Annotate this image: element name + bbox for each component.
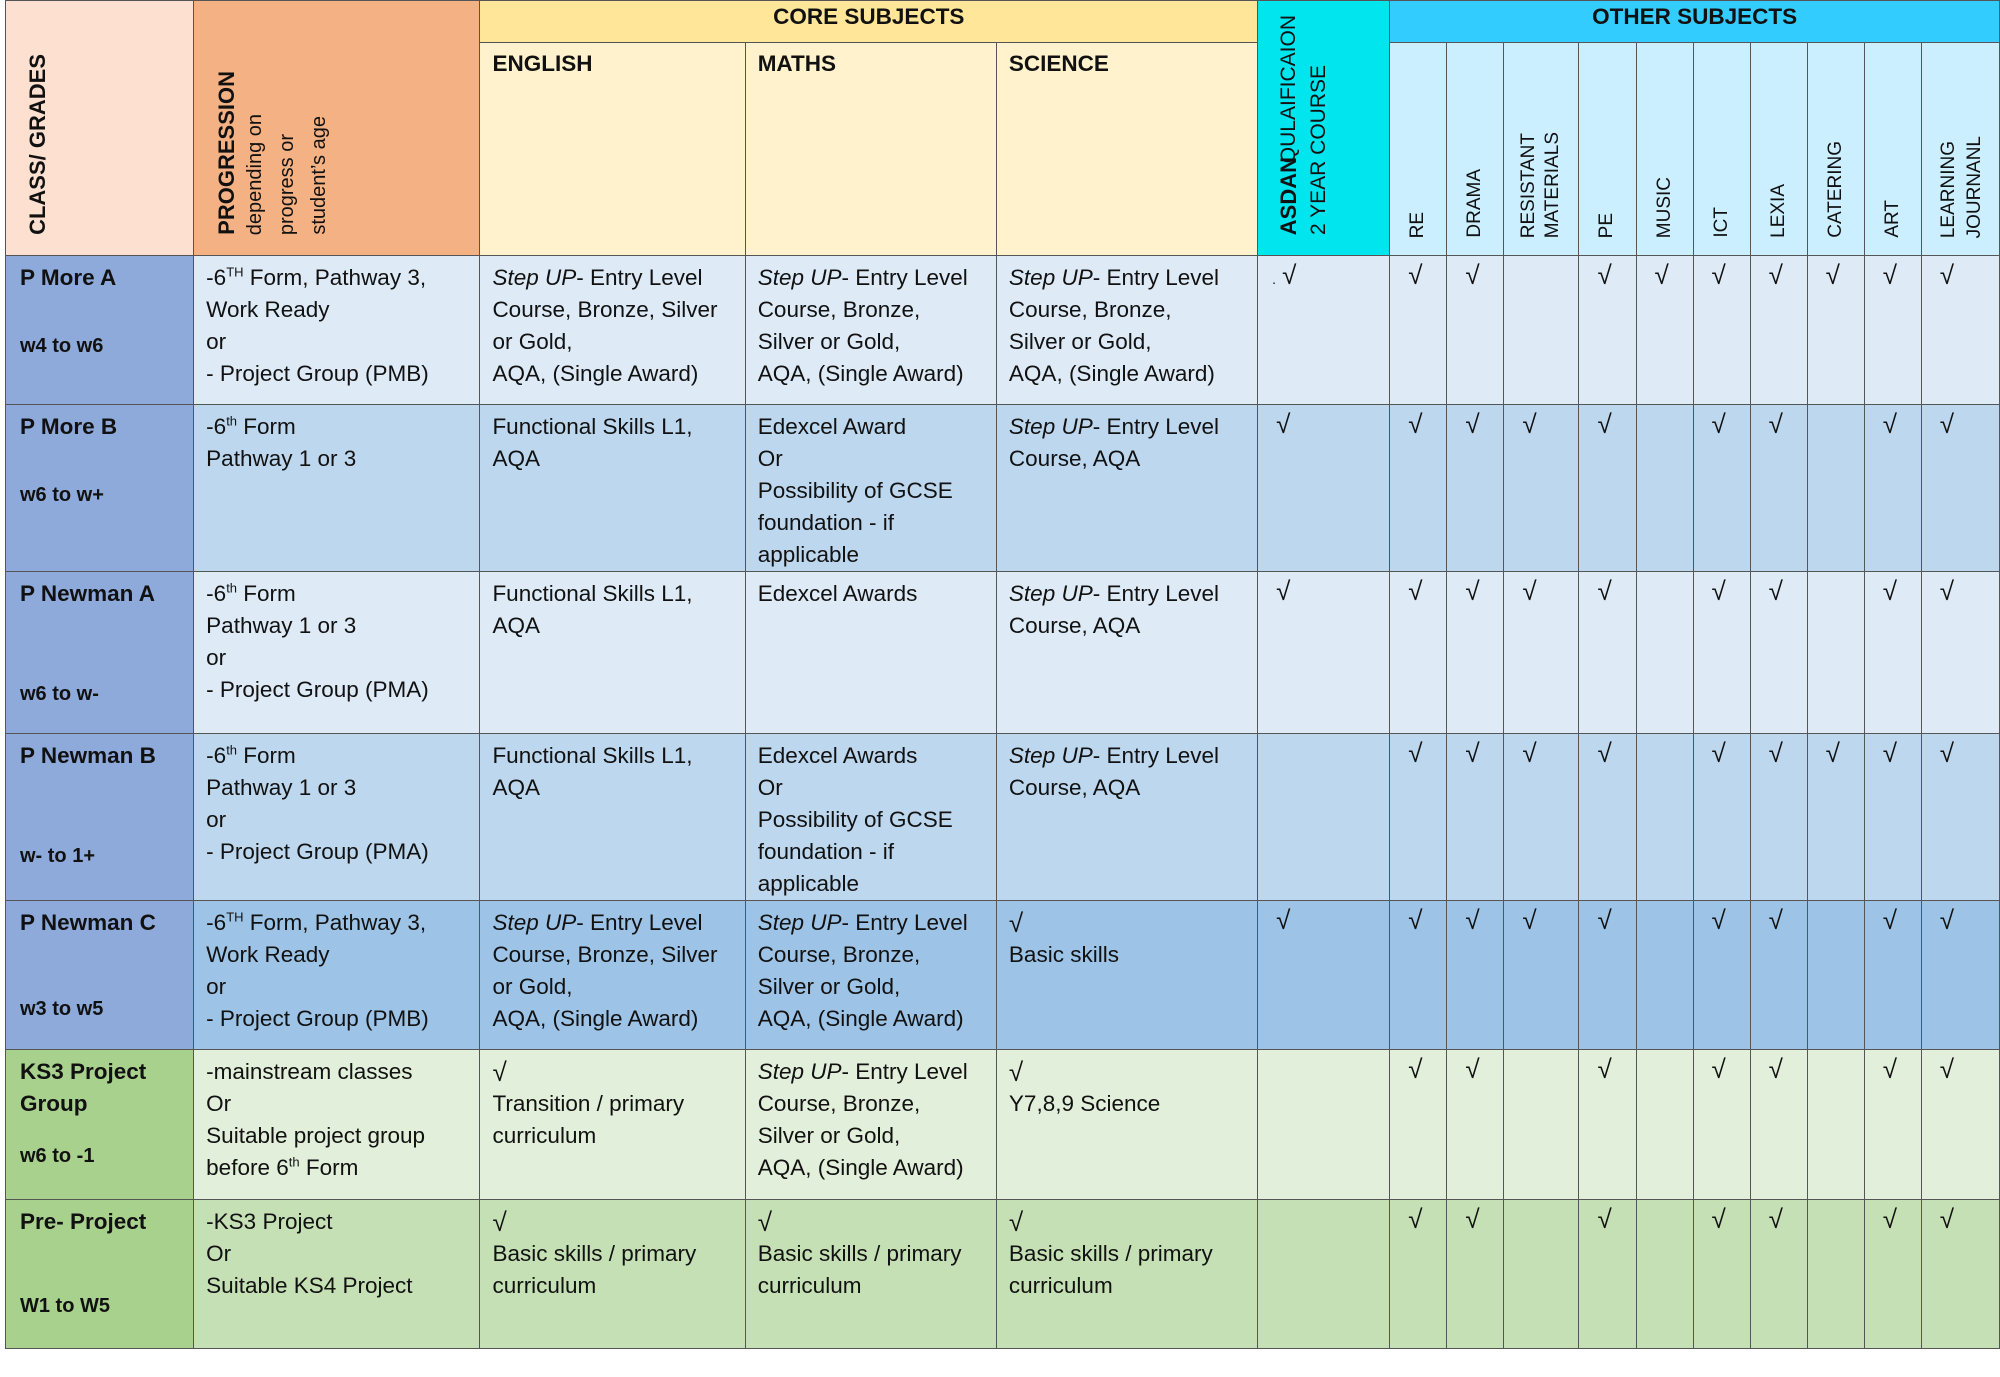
learning-journal-cell: [1921, 1200, 1999, 1349]
learning-journal-cell: [1921, 405, 1999, 572]
check-mark: √: [1408, 905, 1423, 935]
check-mark: √: [492, 1057, 507, 1087]
check-mark: √: [1276, 409, 1291, 439]
science-cell: Step UP- Entry Level Course, Bronze, Silver or Gold, AQA, (Single Award): [996, 256, 1257, 405]
check-mark: √: [1939, 260, 1955, 290]
table-row: [6, 1200, 2000, 1349]
pe-header: [1579, 43, 1636, 256]
class-name: Pre- Project: [20, 1209, 147, 1234]
check-mark: √: [1768, 1054, 1783, 1084]
class-cell: [6, 734, 194, 901]
asdan-cell: [1258, 734, 1390, 901]
check-mark: √: [1939, 1054, 1955, 1084]
science-cell: √ Basic skills: [996, 901, 1257, 1050]
resistant-materials-cell: [1504, 256, 1579, 405]
check-mark: √: [1597, 260, 1612, 290]
ict-cell: [1693, 1050, 1750, 1200]
catering-header-label: CATERING: [1824, 141, 1846, 238]
check-mark: √: [1465, 905, 1480, 935]
drama-header: [1447, 43, 1504, 256]
class-name: P More A: [20, 265, 117, 290]
grade-range: w4 to w6: [20, 335, 104, 357]
class-cell: [6, 256, 194, 405]
catering-header: [1807, 43, 1864, 256]
asdan-cell: [1258, 572, 1390, 734]
art-cell: [1864, 405, 1921, 572]
check-mark: √: [1597, 576, 1612, 606]
ict-cell: [1693, 901, 1750, 1050]
pe-cell: [1579, 1050, 1636, 1200]
lexia-cell: [1750, 1200, 1807, 1349]
check-mark: √: [1008, 908, 1024, 938]
check-mark: √: [1276, 905, 1291, 935]
drama-header-label: DRAMA: [1464, 169, 1486, 238]
resistant-materials-label-2: MATERIALS: [1542, 131, 1564, 238]
check-mark: √: [1408, 1054, 1423, 1084]
class-name: P Newman C: [20, 910, 156, 935]
catering-cell: [1807, 734, 1864, 901]
asdan-title: ASDAN: [1276, 156, 1302, 235]
ict-cell: [1693, 405, 1750, 572]
pe-header-label: PE: [1596, 212, 1618, 238]
check-mark: √: [1465, 1054, 1480, 1084]
maths-cell: Step UP- Entry Level Course, Bronze, Silver or Gold, AQA, (Single Award): [745, 256, 996, 405]
check-mark: √: [1939, 905, 1955, 935]
class-cell: [6, 1200, 194, 1349]
check-mark: √: [1408, 576, 1423, 606]
art-cell: [1864, 572, 1921, 734]
re-cell: [1390, 256, 1447, 405]
english-cell: √ Basic skills / primary curriculum: [480, 1200, 745, 1349]
catering-cell: [1807, 405, 1864, 572]
resistant-materials-cell: [1504, 734, 1579, 901]
ict-cell: [1693, 572, 1750, 734]
check-mark: √: [1768, 1204, 1783, 1234]
re-cell: [1390, 734, 1447, 901]
music-cell: [1636, 1200, 1693, 1349]
drama-cell: [1447, 1200, 1504, 1349]
maths-cell: Step UP- Entry Level Course, Bronze, Silver or Gold, AQA, (Single Award): [745, 901, 996, 1050]
progression-subtitle-1: depending on: [244, 113, 267, 235]
learning-journal-cell: [1921, 734, 1999, 901]
art-header: [1864, 43, 1921, 256]
pe-cell: [1579, 572, 1636, 734]
check-mark: √: [1597, 1054, 1612, 1084]
ict-cell: [1693, 1200, 1750, 1349]
check-mark: √: [1522, 905, 1537, 935]
check-mark: √: [1597, 905, 1612, 935]
class-name: P Newman A: [20, 581, 156, 606]
art-cell: [1864, 901, 1921, 1050]
english-cell: √ Transition / primary curriculum: [480, 1050, 745, 1200]
learning-journal-cell: [1921, 1050, 1999, 1200]
check-mark: √: [1522, 576, 1537, 606]
drama-cell: [1447, 1050, 1504, 1200]
table-row: [6, 734, 2000, 901]
lexia-header-label: LEXIA: [1767, 184, 1789, 238]
check-mark: √: [1882, 1054, 1897, 1084]
science-cell: √ Y7,8,9 Science: [996, 1050, 1257, 1200]
drama-cell: [1447, 734, 1504, 901]
progression-title: PROGRESSION: [214, 71, 240, 235]
catering-cell: [1807, 1050, 1864, 1200]
check-mark: √: [1882, 260, 1897, 290]
check-mark: √: [1711, 1054, 1726, 1084]
table-row: [6, 256, 2000, 405]
asdan-qualification-label: QULAIFICAION: [1277, 14, 1301, 163]
check-mark: √: [1768, 576, 1783, 606]
learning-journal-label-1: LEARNING: [1937, 140, 1959, 238]
catering-cell: [1807, 1200, 1864, 1349]
check-mark: √: [1939, 738, 1955, 768]
ict-header: [1693, 43, 1750, 256]
check-mark: √: [1408, 409, 1423, 439]
english-cell: Functional Skills L1, AQA: [480, 734, 745, 901]
progression-cell: -6th Form Pathway 1 or 3 or - Project Group (PMA): [194, 734, 480, 901]
check-mark: √: [1465, 576, 1480, 606]
english-cell: Step UP- Entry Level Course, Bronze, Silver or Gold, AQA, (Single Award): [480, 256, 745, 405]
progression-cell: -mainstream classes Or Suitable project group before 6th Form: [194, 1050, 480, 1200]
music-cell: [1636, 405, 1693, 572]
music-header: [1636, 43, 1693, 256]
catering-cell: [1807, 572, 1864, 734]
science-cell: Step UP- Entry Level Course, AQA: [996, 734, 1257, 901]
check-mark: √: [1882, 576, 1897, 606]
check-mark: √: [1276, 576, 1291, 606]
lexia-header: [1750, 43, 1807, 256]
grade-range: W1 to W5: [20, 1295, 110, 1317]
check-mark: √: [1654, 260, 1669, 290]
catering-cell: [1807, 901, 1864, 1050]
table-row: [6, 901, 2000, 1050]
progression-header: [194, 1, 480, 256]
check-mark: √: [1465, 1204, 1480, 1234]
curriculum-table: [5, 0, 2000, 1349]
grade-range: w- to 1+: [20, 845, 96, 867]
pe-cell: [1579, 734, 1636, 901]
check-mark: √: [1768, 905, 1783, 935]
pe-cell: [1579, 405, 1636, 572]
lexia-cell: [1750, 734, 1807, 901]
drama-cell: [1447, 256, 1504, 405]
lexia-cell: [1750, 572, 1807, 734]
art-cell: [1864, 734, 1921, 901]
resistant-materials-cell: [1504, 1050, 1579, 1200]
table-row: [6, 1050, 2000, 1200]
check-mark: √: [1711, 260, 1726, 290]
asdan-header: [1258, 1, 1390, 256]
english-cell: Step UP- Entry Level Course, Bronze, Silver or Gold, AQA, (Single Award): [480, 901, 745, 1050]
check-mark: √: [757, 1207, 772, 1237]
resistant-materials-cell: [1504, 572, 1579, 734]
resistant-materials-label-1: RESISTANT: [1518, 132, 1540, 238]
maths-cell: Step UP- Entry Level Course, Bronze, Silver or Gold, AQA, (Single Award): [745, 1050, 996, 1200]
asdan-cell: . √: [1258, 256, 1390, 405]
class-cell: [6, 1050, 194, 1200]
check-mark: √: [1408, 260, 1423, 290]
check-mark: √: [1768, 738, 1783, 768]
art-cell: [1864, 1050, 1921, 1200]
check-mark: √: [1825, 260, 1840, 290]
asdan-course-label: 2 YEAR COURSE: [1307, 65, 1331, 235]
re-cell: [1390, 1050, 1447, 1200]
resistant-materials-header: [1504, 43, 1579, 256]
check-mark: √: [1768, 260, 1783, 290]
pe-cell: [1579, 1200, 1636, 1349]
check-mark: √: [1522, 738, 1537, 768]
drama-cell: [1447, 405, 1504, 572]
check-mark: √: [1522, 409, 1537, 439]
progression-subtitle-2: progress or: [276, 133, 299, 235]
class-name: P More B: [20, 414, 118, 439]
check-mark: √: [1711, 1204, 1726, 1234]
check-mark: √: [1711, 738, 1726, 768]
maths-cell: √ Basic skills / primary curriculum: [745, 1200, 996, 1349]
progression-cell: -KS3 Project Or Suitable KS4 Project: [194, 1200, 480, 1349]
music-cell: [1636, 901, 1693, 1050]
class-cell: [6, 901, 194, 1050]
class-name: P Newman B: [20, 743, 156, 768]
class-grades-header: [6, 1, 194, 256]
check-mark: √: [1008, 1207, 1024, 1237]
grade-range: w6 to w-: [20, 683, 99, 705]
check-mark: √: [1008, 1057, 1024, 1087]
progression-cell: -6th Form Pathway 1 or 3: [194, 405, 480, 572]
progression-cell: -6TH Form, Pathway 3, Work Ready or - Project Group (PMB): [194, 256, 480, 405]
other-subjects-header: OTHER SUBJECTS: [1390, 1, 2000, 43]
check-mark: √: [1882, 1204, 1897, 1234]
drama-cell: [1447, 901, 1504, 1050]
music-cell: [1636, 734, 1693, 901]
asdan-cell: [1258, 901, 1390, 1050]
core-subjects-header: CORE SUBJECTS: [480, 1, 1258, 43]
lexia-cell: [1750, 405, 1807, 572]
drama-cell: [1447, 572, 1504, 734]
check-mark: √: [1939, 409, 1955, 439]
lexia-cell: [1750, 256, 1807, 405]
check-mark: √: [1597, 409, 1612, 439]
resistant-materials-cell: [1504, 1200, 1579, 1349]
art-cell: [1864, 256, 1921, 405]
maths-header: MATHS: [745, 43, 996, 256]
check-mark: √: [1465, 409, 1480, 439]
progression-cell: -6TH Form, Pathway 3, Work Ready or - Project Group (PMB): [194, 901, 480, 1050]
english-cell: Functional Skills L1, AQA: [480, 405, 745, 572]
learning-journal-header: [1921, 43, 1999, 256]
re-cell: [1390, 901, 1447, 1050]
ict-cell: [1693, 734, 1750, 901]
progression-subtitle-3: student’s age: [308, 116, 331, 235]
check-mark: √: [1768, 409, 1783, 439]
lexia-cell: [1750, 901, 1807, 1050]
science-header: SCIENCE: [996, 43, 1257, 256]
asdan-cell: [1258, 1050, 1390, 1200]
progression-cell: -6th Form Pathway 1 or 3 or - Project Group (PMA): [194, 572, 480, 734]
grade-range: w6 to -1: [20, 1145, 95, 1167]
science-cell: Step UP- Entry Level Course, AQA: [996, 572, 1257, 734]
learning-journal-label-2: JOURNANL: [1963, 135, 1985, 238]
science-cell: √ Basic skills / primary curriculum: [996, 1200, 1257, 1349]
music-cell: [1636, 256, 1693, 405]
class-name: KS3 Project Group: [20, 1059, 147, 1116]
resistant-materials-cell: [1504, 901, 1579, 1050]
pe-cell: [1579, 901, 1636, 1050]
re-cell: [1390, 405, 1447, 572]
check-mark: √: [1408, 1204, 1423, 1234]
grade-range: w6 to w+: [20, 484, 104, 506]
art-cell: [1864, 1200, 1921, 1349]
resistant-materials-cell: [1504, 405, 1579, 572]
catering-cell: [1807, 256, 1864, 405]
english-header: ENGLISH: [480, 43, 745, 256]
check-mark: √: [1597, 1204, 1612, 1234]
ict-cell: [1693, 256, 1750, 405]
ict-header-label: ICT: [1710, 207, 1732, 238]
learning-journal-cell: [1921, 901, 1999, 1050]
check-mark: √: [1597, 738, 1612, 768]
table-row: [6, 405, 2000, 572]
check-mark: √: [492, 1207, 507, 1237]
check-mark: √: [1711, 905, 1726, 935]
english-cell: Functional Skills L1, AQA: [480, 572, 745, 734]
maths-cell: Edexcel Awards Or Possibility of GCSE foundation - if applicable: [745, 734, 996, 901]
lexia-cell: [1750, 1050, 1807, 1200]
check-mark: √: [1939, 1204, 1955, 1234]
class-cell: [6, 405, 194, 572]
check-mark: √: [1882, 905, 1897, 935]
check-mark: √: [1825, 738, 1840, 768]
re-header: [1390, 43, 1447, 256]
re-header-label: RE: [1407, 211, 1429, 238]
check-mark: √: [1711, 576, 1726, 606]
grade-range: w3 to w5: [20, 998, 104, 1020]
check-mark: √: [1282, 260, 1297, 290]
class-grades-header-label: CLASS/ GRADES: [25, 54, 50, 235]
check-mark: √: [1408, 738, 1423, 768]
check-mark: √: [1882, 409, 1897, 439]
check-mark: √: [1465, 260, 1480, 290]
check-mark: √: [1882, 738, 1897, 768]
re-cell: [1390, 1200, 1447, 1349]
music-cell: [1636, 572, 1693, 734]
maths-cell: Edexcel Awards: [745, 572, 996, 734]
asdan-cell: [1258, 1200, 1390, 1349]
re-cell: [1390, 572, 1447, 734]
class-cell: [6, 572, 194, 734]
learning-journal-cell: [1921, 256, 1999, 405]
science-cell: Step UP- Entry Level Course, AQA: [996, 405, 1257, 572]
music-cell: [1636, 1050, 1693, 1200]
check-mark: √: [1711, 409, 1726, 439]
pe-cell: [1579, 256, 1636, 405]
maths-cell: Edexcel Award Or Possibility of GCSE foundation - if applicable: [745, 405, 996, 572]
art-header-label: ART: [1881, 200, 1903, 238]
asdan-cell: [1258, 405, 1390, 572]
table-row: [6, 572, 2000, 734]
check-mark: √: [1939, 576, 1955, 606]
learning-journal-cell: [1921, 572, 1999, 734]
music-header-label: MUSIC: [1653, 176, 1675, 238]
check-mark: √: [1465, 738, 1480, 768]
